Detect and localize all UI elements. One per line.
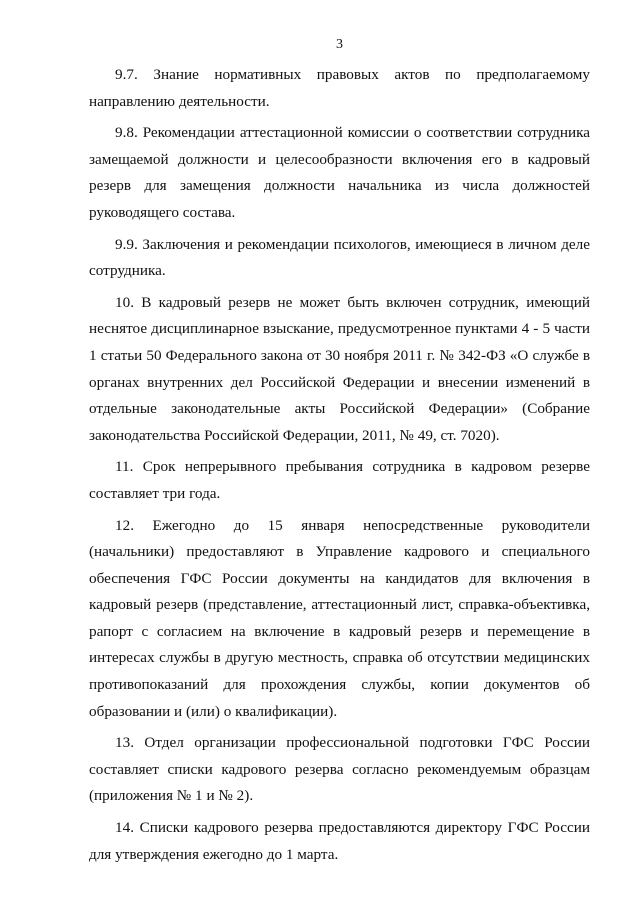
paragraph-9-8: 9.8. Рекомендации аттестационной комиссии о соответствии сотрудника замещаемой должности и целесообразности включения его в кадровый резерв для замещения должности начальника из числа должностей руководящего состава. [89, 124, 590, 221]
paragraph-13: 13. Отдел организации профессиональной подготовки ГФС России составляет списки кадрового резерва согласно рекомендуемым образцам (приложения № 1 и № 2). [89, 734, 590, 805]
paragraph-11: 11. Срок непрерывного пребывания сотрудника в кадровом резерве составляет три года. [89, 458, 590, 502]
page-number: 3 [336, 37, 343, 52]
paragraph-10: 10. В кадровый резерв не может быть включен сотрудник, имеющий неснятое дисциплинарное взыскание, предусмотренное пунктами 4 - 5 части 1 статьи 50 Федерального закона от 30 ноября 2011 г. № 342-ФЗ «О службе в органах внутренних дел Российской Федерации и внесении изменений в отдельные законодательные акты Российской Федерации» (Собрание законодательства Российской Федерации, 2011, № 49, ст. 7020). [89, 293, 590, 444]
paragraph-9-7: 9.7. Знание нормативных правовых актов по предполагаемому направлению деятельности. [89, 66, 590, 110]
paragraph-14: 14. Списки кадрового резерва предоставляются директору ГФС России для утверждения ежегодно до 1 марта. [89, 819, 590, 863]
paragraph-9-9: 9.9. Заключения и рекомендации психологов, имеющиеся в личном деле сотрудника. [89, 235, 590, 280]
paragraph-12: 12. Ежегодно до 15 января непосредственные руководители (начальники) предоставляют в Управление кадрового и специального обеспечения ГФС России документы на кандидатов для включения в кадровый резерв (представление, аттестационный лист, справка-объективка, рапорт с согласием на включение в кадровый резерв и перемещение в интересах службы в другую местность, справка об отсутствии медицинских противопоказаний для прохождения службы, копии документов об образовании и (или) о квалификации). [89, 516, 590, 720]
